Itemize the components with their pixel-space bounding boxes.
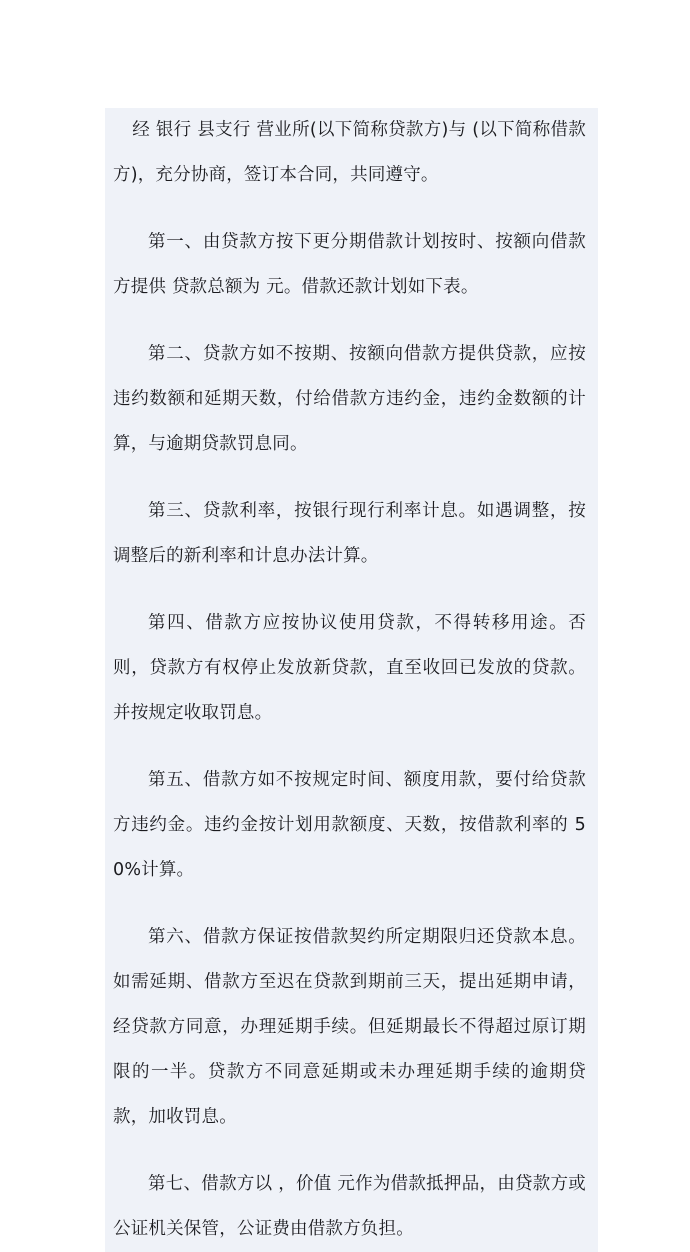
paragraph-article-1: 第一、由贷款方按下更分期借款计划按时、按额向借款方提供 贷款总额为 元。借款还款计划如下表。 — [113, 232, 586, 297]
paragraph-article-5: 第五、借款方如不按规定时间、额度用款，要付给贷款方违约金。违约金按计划用款额度、天数，按借款利率的 50%计算。 — [113, 770, 586, 880]
paragraph-article-2: 第二、贷款方如不按期、按额向借款方提供贷款，应按违约数额和延期天数，付给借款方违约金，违约金数额的计算，与逾期贷款罚息同。 — [113, 344, 586, 454]
paragraph-article-7: 第七、借款方以 ，价值 元作为借款抵押品，由贷款方或公证机关保管，公证费由借款方负担。 — [113, 1174, 586, 1239]
paragraph-article-4: 第四、借款方应按协议使用贷款，不得转移用途。否则，贷款方有权停止发放新贷款，直至收回已发放的贷款。并按规定收取罚息。 — [113, 613, 586, 723]
paragraph-preamble: 经 银行 县支行 营业所(以下简称贷款方)与 (以下简称借款方)，充分协商，签订本合同，共同遵守。 — [113, 120, 586, 185]
paragraph-article-3: 第三、贷款利率，按银行现行利率计息。如遇调整，按调整后的新利率和计息办法计算。 — [113, 501, 586, 566]
paragraph-article-6: 第六、借款方保证按借款契约所定期限归还贷款本息。如需延期、借款方至迟在贷款到期前三天，提出延期申请，经贷款方同意，办理延期手续。但延期最长不得超过原订期限的一半。贷款方不同意延期或未办理延期手续的逾期贷款，加收罚息。 — [113, 927, 586, 1127]
document-body — [105, 108, 598, 1252]
